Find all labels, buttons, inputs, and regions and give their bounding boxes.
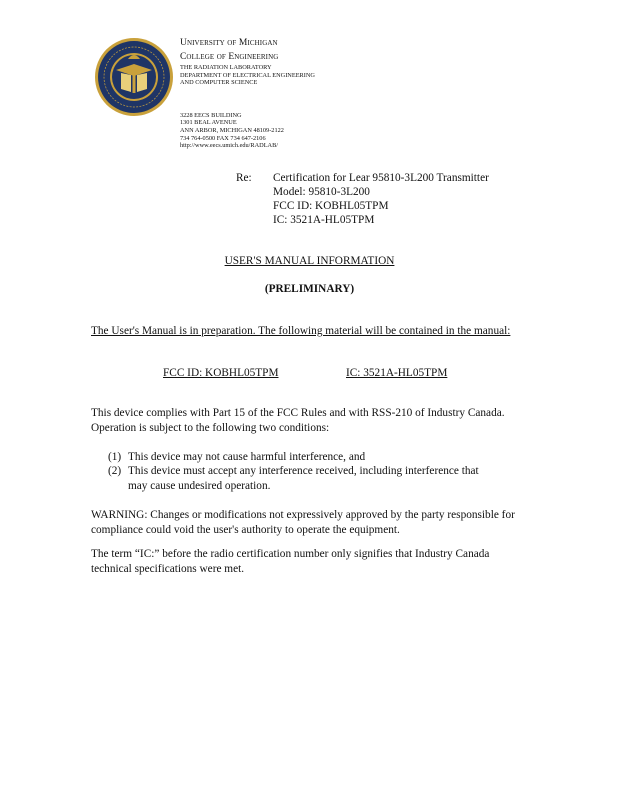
college-name: College of Engineering [180, 51, 279, 62]
condition-number: (1) [108, 451, 122, 463]
fcc-id-label: FCC ID: KOBHL05TPM [163, 367, 279, 379]
re-label: Re: [236, 172, 252, 184]
university-name: University of Michigan [180, 38, 278, 48]
website-link[interactable]: http://www.eecs.umich.edu/RADLAB/ [180, 142, 279, 150]
address-block [180, 112, 315, 150]
building-line: 3228 EECS BUILDING [180, 111, 242, 119]
condition-text: This device may not cause harmful interference, and [128, 451, 366, 463]
document-title-text: USER'S MANUAL INFORMATION [224, 255, 395, 267]
department-line-2: AND COMPUTER SCIENCE [180, 79, 258, 87]
condition-number: (2) [108, 465, 122, 477]
street-line: 1301 BEAL AVENUE [180, 119, 237, 127]
document-subtitle: (PRELIMINARY) [264, 283, 355, 295]
ic-id-label: IC: 3521A-HL05TPM [346, 367, 448, 379]
compliance-paragraph: This device complies with Part 15 of the FCC Rules and with RSS-210 of Industry Canada. Operation is subject to the following two conditions: [91, 407, 505, 434]
condition-text: This device must accept any interference received, including interference that [128, 465, 479, 477]
re-line-certification: Certification for Lear 95810-3L200 Transmitter [273, 172, 489, 184]
re-line-fcc-id: FCC ID: KOBHL05TPM [273, 200, 389, 212]
document-title [0, 255, 619, 267]
re-line-ic: IC: 3521A-HL05TPM [273, 214, 375, 226]
condition-item [108, 450, 528, 465]
ic-note-paragraph: The term “IC:” before the radio certification number only signifies that Industry Canada technical specifications were met. [91, 548, 490, 575]
condition-text-continued: may cause undesired operation. [128, 479, 271, 492]
department-line: DEPARTMENT OF ELECTRICAL ENGINEERING [180, 71, 315, 79]
re-lines [273, 171, 489, 227]
lab-line: THE RADIATION LABORATORY [180, 64, 272, 71]
condition-item [108, 464, 528, 493]
intro-paragraph: The User's Manual is in preparation. The following material will be contained in the manual: [91, 325, 511, 337]
city-line: ANN ARBOR, MICHIGAN 48109-2122 [180, 126, 284, 134]
university-seal-icon [94, 37, 174, 117]
warning-paragraph: WARNING: Changes or modifications not expressively approved by the party responsible for compliance could void the user's authority to operate the equipment. [91, 509, 515, 536]
letterhead [180, 39, 315, 150]
re-line-model: Model: 95810-3L200 [273, 186, 370, 198]
lab-name [180, 64, 315, 87]
phone-line: 734 764-0500 FAX 734 647-2106 [180, 134, 266, 142]
